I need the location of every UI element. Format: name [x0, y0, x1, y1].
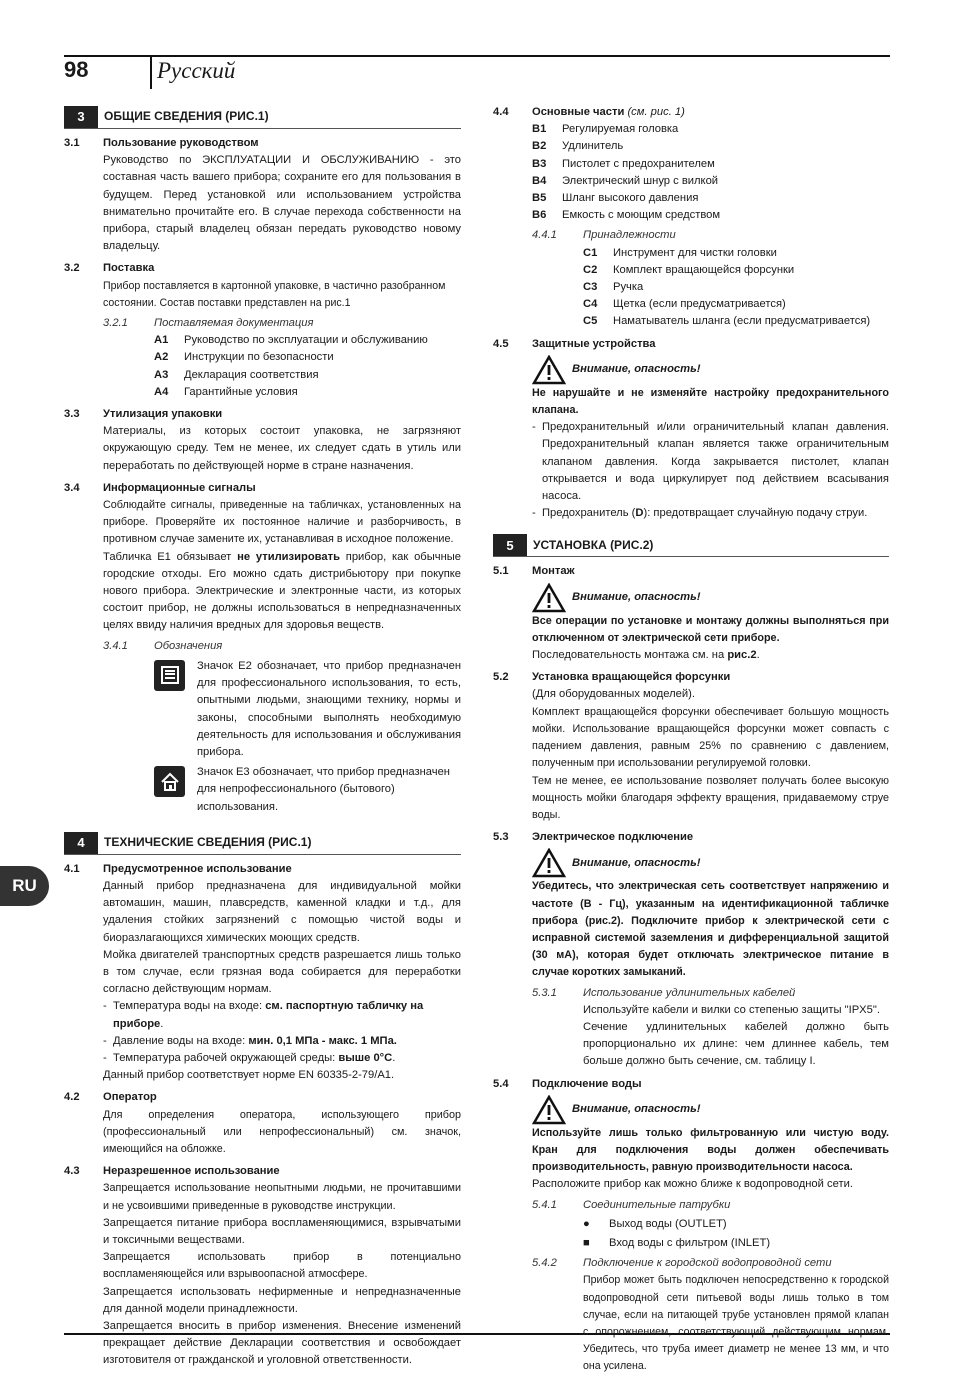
- subsection-note: (см. рис. 1): [627, 106, 685, 118]
- subsubsection-number: 3.4.1: [103, 639, 128, 652]
- item-text: Комплект вращающейся форсунки: [613, 263, 795, 276]
- list-item: [583, 245, 889, 262]
- bold-text: мин. 0,1 МПа - макс. 1 МПа.: [248, 1034, 397, 1047]
- item-text: Руководство по эксплуатации и обслуживанию: [184, 334, 428, 347]
- subsubsection-5-3-1: [532, 985, 889, 1002]
- paragraph: Значок Е3 обозначает, что прибор предназначен для непрофессионального (бытового) использования.: [197, 766, 450, 813]
- warning-header: [532, 583, 889, 613]
- item-text: Емкость с моющим средством: [562, 209, 721, 222]
- item-text: Ручка: [613, 281, 644, 294]
- paragraph: Для определения оператора, использующего прибор (профессиональный или непрофессиональный) см. значок, имеющийся на обложке.: [103, 1108, 461, 1155]
- subsection-5-2: [493, 669, 889, 686]
- item-code: A1: [154, 334, 169, 347]
- subsection-number: 4.1: [64, 862, 80, 875]
- paragraph: Сечение удлинительных кабелей должно быть пропорционально их длине: чем длиннее кабель, тем больше должно быть сечение, см. таблицу I.: [583, 1020, 889, 1068]
- symbol-e3: [154, 764, 461, 816]
- subsection-title: Установка вращающейся форсунки: [532, 671, 731, 684]
- paragraph: Прибор может быть подключен непосредственно к городской водопроводной сети питьевой воды лишь только в том случае, если на питающей трубе установлен прямой клапан с опорожнением, соответствующий действующим нормам. Убедитесь, что труба имеет диаметр не менее 13 мм, и что она усилена.: [583, 1274, 889, 1373]
- warning-title: Внимание, опасность!: [572, 856, 701, 869]
- bold-text: см. паспортную табличку на приборе: [113, 1000, 424, 1030]
- paragraph: Запрещается использовать нефирменные и непредназначенные для данной модели принадлежности.: [103, 1285, 461, 1315]
- warning-text: Убедитесь, что электрическая сеть соответствует напряжению и частоте (В - Гц), указанным на идентификационной табличке прибора (рис.2). Подключите прибор к электрической сети с исправной системой заземления и дифференциальной защитой (30 мА), которая будет отключать электрическое питание в случае коротких замыканий.: [532, 880, 889, 979]
- list-item: - Температура рабочей окружающей среды: выше 0°С.: [103, 1051, 396, 1064]
- item-text: Шланг высокого давления: [562, 192, 699, 205]
- subsection-3-1: [64, 135, 461, 152]
- warning-text: Используйте лишь только фильтрованную или чистую воду. Кран для подключения воды должен обеспечивать производительность, равную производительности насоса.: [532, 1126, 889, 1174]
- item-text: Регулируемая головка: [562, 123, 679, 136]
- item-text: Инструмент для чистки головки: [613, 246, 777, 259]
- section-title: УСТАНОВКА (РИС.2): [533, 537, 654, 552]
- section-3-header: [64, 106, 461, 129]
- warning-header: [532, 355, 889, 385]
- paragraph: Запрещается питание прибора воспламеняющимися, взрывчатыми и токсичными веществами.: [103, 1216, 461, 1246]
- paragraph: Прибор поставляется в картонной упаковке, в частично разобранном состоянии. Состав поставки представлен на рис.1: [103, 279, 446, 309]
- subsection-title: Оператор: [103, 1091, 157, 1104]
- text: .: [160, 1017, 164, 1030]
- warning-text: Все операции по установке и монтажу должны выполняться при отключенном от электрической сети приборе.: [532, 614, 889, 644]
- list-item: [532, 138, 889, 155]
- subsubsection-title: Поставляемая документация: [154, 317, 314, 330]
- subsection-title: Утилизация упаковки: [103, 408, 223, 421]
- warning-icon: [532, 583, 566, 613]
- subsection-number: 3.3: [64, 408, 80, 421]
- paragraph: Запрещается вносить в прибор изменения. Внесение изменений прекращает действие Декларации соответствия и освобождает изготовителя от гражданской и уголовной ответственности.: [103, 1320, 461, 1367]
- paragraph: [532, 647, 889, 664]
- item-text: Инструкции по безопасности: [184, 351, 334, 364]
- list-item: - Предохранительный и/или ограничительный клапан давления. Предохранительный клапан является также ограничительным клапаном давления. Когда закрывается пистолет, клапан открывается и вода циркулирует под действием всасывания насоса.: [532, 419, 889, 505]
- subsection-title: Предусмотренное использование: [103, 862, 292, 875]
- paragraph: Данный прибор предназначена для индивидуальной мойки автомашин, машин, плавсредств, каменной кладки и т.д., для удаления стойких загрязнений с помощью чистой воды и биоразлагающихся химических моющих средств.: [103, 879, 461, 944]
- paragraph: Материалы, из которых состоит упаковка, не загрязняют окружающую среду. Тем не менее, их следует сдать в утиль или переработать по действующей норме в стране назначения.: [103, 425, 461, 472]
- home-use-icon: [154, 766, 185, 797]
- section-title: ОБЩИЕ СВЕДЕНИЯ (РИС.1): [104, 109, 269, 124]
- list-item: [532, 156, 889, 173]
- subsection-4-5: [493, 336, 889, 353]
- paragraph: Используйте кабели и вилки со степенью защиты "IPX5".: [583, 1003, 880, 1016]
- paragraph: Расположите прибор как можно ближе к водопроводной сети.: [532, 1178, 853, 1191]
- item-code: B2: [532, 140, 547, 153]
- section-title: ТЕХНИЧЕСКИЕ СВЕДЕНИЯ (РИС.1): [104, 835, 312, 850]
- subsection-number: 4.4: [493, 106, 509, 118]
- text: ): предотвращает случайную подачу струи.: [643, 507, 868, 520]
- section-5-header: [493, 534, 889, 557]
- symbol-e2: [154, 658, 461, 761]
- list-item: - Давление воды на входе: мин. 0,1 МПа - макс. 1 МПа.: [103, 1034, 397, 1047]
- subsubsection-number: 3.2.1: [103, 317, 128, 330]
- language-tab[interactable]: RU: [0, 866, 49, 906]
- parts-list: [532, 121, 889, 224]
- paragraph: Данный прибор соответствует норме EN 60335-2-79/A1.: [103, 1069, 395, 1082]
- item-code: A4: [154, 385, 169, 398]
- subsubsection-number: 5.4.2: [532, 1257, 557, 1270]
- subsection-title: Защитные устройства: [532, 337, 656, 350]
- subsection-number: 3.4: [64, 481, 80, 494]
- subsection-title: Поставка: [103, 262, 155, 275]
- bold-text: D: [635, 507, 644, 520]
- subsection-title: Неразрешенное использование: [103, 1165, 280, 1178]
- item-text: Гарантийные условия: [184, 385, 298, 398]
- list-item: [583, 279, 889, 296]
- section-4-header: [64, 832, 461, 855]
- right-column: [493, 104, 889, 1376]
- paragraph: Тем не менее, ее использование позволяет получать более высокую мощность мойки благодаря эффекту вращения, придаваемому струе воды.: [532, 774, 889, 821]
- subsubsection-number: 5.3.1: [532, 986, 557, 999]
- warning-icon: [532, 355, 566, 385]
- item-text: Наматыватель шланга (если предусматривается): [613, 315, 871, 328]
- warning-icon: [532, 848, 566, 878]
- item-code: A3: [154, 368, 169, 381]
- subsection-4-3: [64, 1163, 461, 1180]
- page-number: 98: [64, 57, 89, 82]
- subsection-title: Монтаж: [532, 565, 575, 578]
- list-item: [532, 121, 889, 138]
- warning-title: Внимание, опасность!: [572, 591, 701, 604]
- item-text: Пистолет с предохранителем: [562, 157, 715, 170]
- item-text: Вход воды с фильтром (INLET): [609, 1236, 771, 1249]
- subsection-5-3: [493, 829, 889, 846]
- subsection-number: 3.1: [64, 137, 80, 149]
- subsection-3-2: [64, 260, 461, 277]
- subsection-number: 5.1: [493, 565, 509, 578]
- subsection-4-2: [64, 1089, 461, 1106]
- subsubsection-3-4-1: [103, 638, 461, 655]
- subsection-5-4: [493, 1076, 889, 1093]
- subsection-title: Электрическое подключение: [532, 831, 694, 844]
- item-code: B6: [532, 209, 547, 222]
- section-number: 3: [64, 106, 98, 128]
- text: Давление воды на входе:: [113, 1034, 249, 1047]
- inlet-item: [583, 1235, 889, 1252]
- subsubsection-title: Использование удлинительных кабелей: [583, 986, 796, 999]
- subsection-number: 5.3: [493, 831, 509, 844]
- subsection-4-1: [64, 861, 461, 878]
- warning-title: Внимание, опасность!: [572, 363, 701, 376]
- item-text: Электрический шнур с вилкой: [562, 174, 719, 187]
- subsection-3-4: [64, 480, 461, 497]
- subsubsection-number: 5.4.1: [532, 1198, 557, 1211]
- list-item: - Температура воды на входе: см. паспортную табличку на приборе.: [103, 1000, 424, 1030]
- item-text: Щетка (если предусматривается): [613, 298, 786, 311]
- subsubsection-title: Принадлежности: [583, 229, 676, 242]
- warning-title: Внимание, опасность!: [572, 1103, 701, 1116]
- text: Табличка Е1 обязывает: [103, 550, 238, 563]
- item-code: C1: [583, 246, 598, 259]
- text: Предохранительный и/или ограничительный клапан давления. Предохранительный клапан является также ограничительным клапаном давления. Когда закрывается пистолет, клапан открывается и вода циркулирует под действием всасывания насоса.: [542, 421, 889, 503]
- warning-header: [532, 848, 889, 878]
- item-code: B3: [532, 157, 547, 170]
- paragraph: Руководство по ЭКСПЛУАТАЦИИ И ОБСЛУЖИВАНИЮ - это составная часть вашего прибора; сохраните его для пользования в будущем. Перед установкой или использованием устройства внимательно прочитайте его. В случае перехода собственности на прибора, старый владелец обязан передать руководство новому владельцу.: [103, 154, 461, 253]
- subsubsection-number: 4.4.1: [532, 229, 557, 242]
- list-item: [583, 313, 889, 330]
- warning-icon: [532, 1095, 566, 1125]
- text: .: [756, 649, 760, 662]
- circle-icon: ●: [583, 1217, 590, 1230]
- subsubsection-title: Обозначения: [154, 639, 223, 652]
- list-item: [154, 367, 461, 384]
- list-item: [532, 173, 889, 190]
- warning-header: [532, 1095, 889, 1125]
- header-divider: [150, 55, 152, 89]
- item-text: Декларация соответствия: [184, 368, 319, 381]
- text: Предохранитель (: [542, 507, 636, 520]
- subsection-title: Основные части: [532, 106, 625, 118]
- text: .: [392, 1051, 396, 1064]
- subsection-number: 5.2: [493, 671, 509, 684]
- bold-text: выше 0°С: [338, 1051, 393, 1064]
- list-item: [583, 262, 889, 279]
- paragraph: Соблюдайте сигналы, приведенные на табличках, установленных на приборе. Проверяйте их постоянное наличие и разборчивость, в противном случае замените их, устанавливая в исходное положение.: [103, 499, 461, 546]
- warning-text: Не нарушайте и не изменяйте настройку предохранительного клапана.: [532, 386, 889, 417]
- language-title: Русский: [157, 58, 236, 83]
- item-code: C5: [583, 315, 598, 328]
- professional-use-icon: [154, 660, 185, 691]
- paragraph: [103, 549, 461, 635]
- subsection-number: 4.5: [493, 337, 509, 350]
- text: Температура воды на входе:: [113, 1000, 266, 1013]
- list-item: [154, 332, 461, 349]
- paragraph: Запрещается использовать прибор в потенциально воспламеняющейся или взрывоопасной атмосфере.: [103, 1251, 461, 1281]
- paragraph: Значок Е2 обозначает, что прибор предназначен для профессионального использования, то есть, опытными людьми, знающими технику, нормы и законы, способными выполнять необходимую деятельность для использования и обслуживания прибора.: [197, 659, 461, 758]
- subsection-title: Подключение воды: [532, 1077, 642, 1090]
- paragraph: Комплект вращающейся форсунки обеспечивает большую мощность мойки. Использование вращающейся форсунки может совпасть с падением давления, равным 25% по сравнению с давлением, полученным при использовании регулируемой головки.: [532, 705, 889, 770]
- item-code: C4: [583, 298, 598, 311]
- subsection-number: 3.2: [64, 262, 80, 275]
- section-number: 4: [64, 832, 98, 854]
- subsection-4-4: [493, 104, 889, 121]
- subsubsection-title: Подключение к городской водопроводной сети: [583, 1257, 832, 1270]
- paragraph: (Для оборудованных моделей).: [532, 688, 695, 701]
- subsubsection-title: Соединительные патрубки: [583, 1198, 731, 1211]
- list-item: [532, 207, 889, 224]
- subsubsection-4-4-1: [532, 227, 889, 244]
- list-item: [532, 190, 889, 207]
- subsection-number: 5.4: [493, 1077, 509, 1090]
- item-code: B4: [532, 174, 547, 187]
- bold-text: не утилизировать: [237, 550, 340, 563]
- subsection-number: 4.3: [64, 1165, 80, 1178]
- paragraph: Мойка двигателей транспортных средств разрешается лишь только в том случае, если грязная вода собирается для переработки согласно действующим нормам.: [103, 948, 461, 996]
- header-rule: [64, 55, 890, 57]
- outlet-item: [583, 1216, 889, 1233]
- paragraph: Запрещается использование неопытными людьми, не прочитавшими и не усвоившими приведенные в руководстве инструкции.: [103, 1182, 461, 1212]
- item-code: B1: [532, 123, 547, 136]
- subsubsection-3-2-1: [103, 315, 461, 332]
- item-code: C2: [583, 263, 598, 276]
- section-number: 5: [493, 534, 527, 556]
- list-item: [154, 349, 461, 366]
- item-text: Удлинитель: [562, 140, 624, 153]
- doc-list: [154, 332, 461, 401]
- subsection-5-1: [493, 563, 889, 580]
- item-text: Выход воды (OUTLET): [609, 1217, 727, 1230]
- square-icon: ■: [583, 1236, 590, 1249]
- subsection-title: Информационные сигналы: [103, 481, 256, 494]
- item-code: A2: [154, 351, 169, 364]
- subsection-number: 4.2: [64, 1091, 80, 1104]
- text: прибор, как обычные городские отходы. Его можно сдать дистрибьютору при покупке нового прибора. Электрические и электронные части, из которых состоит прибор, не должны использоваться в непредназначенных целях ввиду наличия вредных для здоровья веществ.: [103, 550, 462, 632]
- list-item: [154, 384, 461, 401]
- list-item: - Предохранитель (D): предотвращает случайную подачу струи.: [532, 507, 868, 520]
- subsubsection-5-4-2: [532, 1255, 889, 1272]
- subsubsection-5-4-1: [532, 1197, 889, 1214]
- accessories-list: [583, 245, 889, 331]
- left-column: [64, 104, 461, 1370]
- item-code: B5: [532, 192, 547, 205]
- bold-text: рис.2: [727, 649, 757, 662]
- subsection-3-3: [64, 406, 461, 423]
- list-item: [583, 296, 889, 313]
- subsection-title: Пользование руководством: [103, 137, 259, 149]
- text: Температура рабочей окружающей среды:: [113, 1051, 339, 1064]
- text: Последовательность монтажа см. на: [532, 649, 728, 662]
- item-code: C3: [583, 281, 598, 294]
